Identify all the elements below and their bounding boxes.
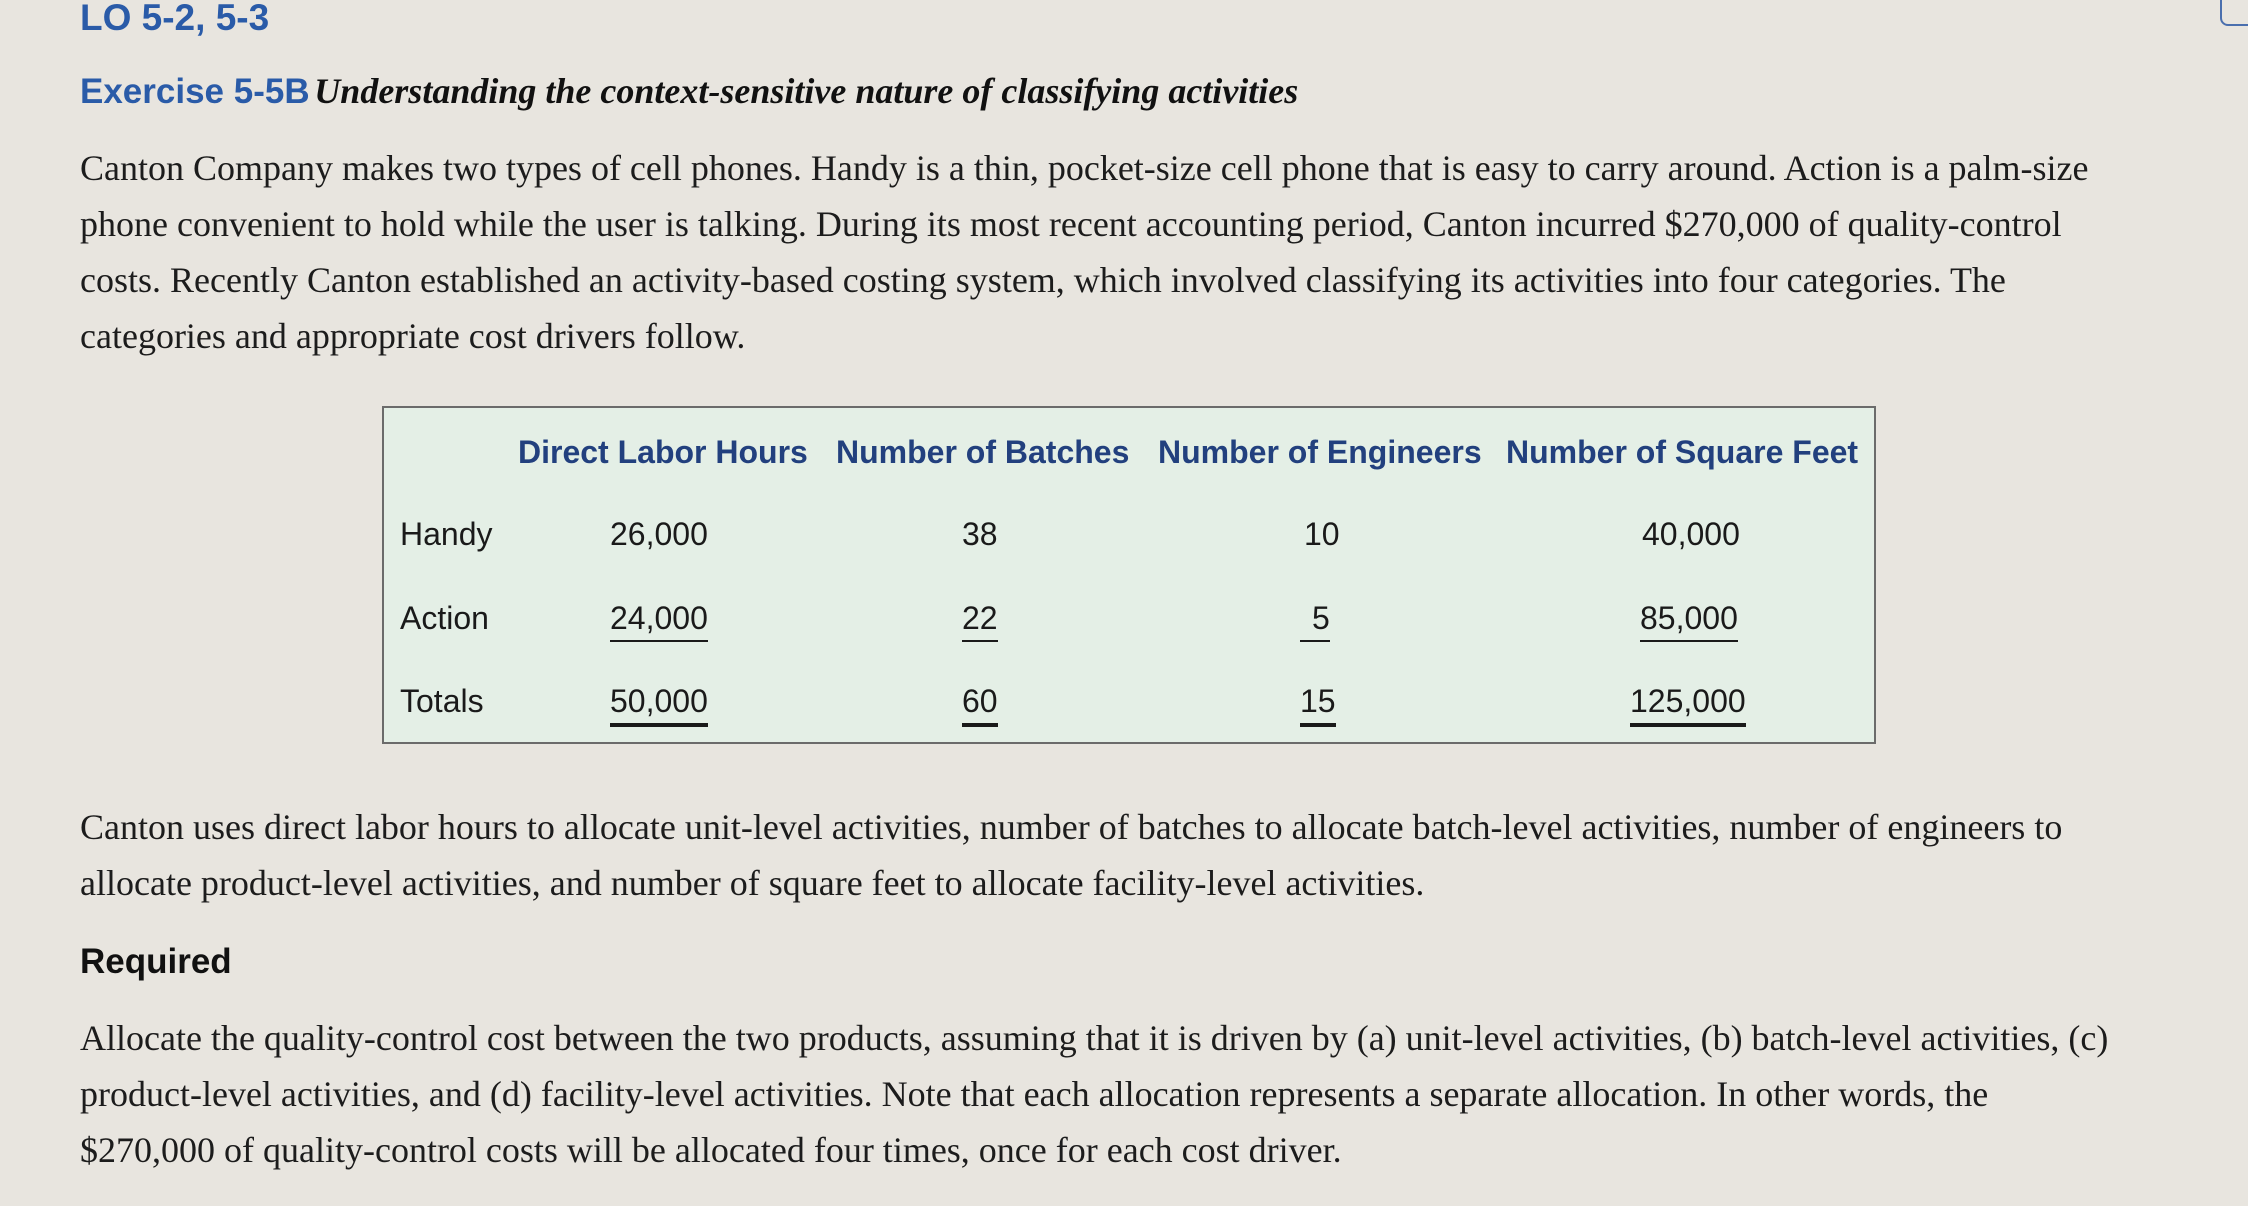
cell-action-square-feet: 85,000	[1640, 598, 1738, 642]
required-paragraph	[80, 1010, 2190, 1178]
cell-handy-batches: 38	[962, 516, 998, 552]
exercise-title: Understanding the context-sensitive nature of classifying activities	[314, 71, 1299, 111]
intro-line: phone convenient to hold while the user is talking. During its most recent accounting period, Canton incurred $270,000 of quality-control	[80, 204, 2062, 244]
usage-paragraph	[80, 799, 2190, 911]
required-line: Allocate the quality-control cost between the two products, assuming that it is driven by (a) unit-level activities, (b) batch-level activities, (c)	[80, 1018, 2109, 1058]
corner-button[interactable]	[2220, 0, 2248, 26]
header-number-of-square-feet: Number of Square Feet	[1506, 434, 1859, 470]
cell-action-direct-labor-hours: 24,000	[610, 598, 708, 642]
learning-objective-heading: LO 5-2, 5-3	[80, 0, 270, 38]
cell-action-batches: 22	[962, 598, 998, 642]
header-number-of-batches: Number of Batches	[836, 434, 1130, 470]
cell-totals-engineers: 15	[1300, 681, 1336, 727]
exercise-heading	[80, 66, 1298, 123]
cost-driver-table	[382, 406, 1876, 744]
cell-action-engineers: 5	[1300, 598, 1330, 642]
cell-handy-engineers: 10	[1304, 516, 1340, 552]
cell-totals-direct-labor-hours: 50,000	[610, 681, 708, 727]
exercise-number: Exercise 5-5B	[80, 72, 310, 111]
cell-totals-batches: 60	[962, 681, 998, 727]
required-heading: Required	[80, 942, 232, 981]
row-label-totals: Totals	[400, 683, 484, 719]
required-line: $270,000 of quality-control costs will be allocated four times, once for each cost driver.	[80, 1130, 1342, 1170]
usage-line: Canton uses direct labor hours to allocate unit-level activities, number of batches to allocate batch-level activities, number of engineers to	[80, 807, 2063, 847]
intro-line: categories and appropriate cost drivers follow.	[80, 316, 746, 356]
cell-totals-square-feet: 125,000	[1630, 681, 1746, 727]
intro-line: Canton Company makes two types of cell phones. Handy is a thin, pocket-size cell phone that is easy to carry around. Action is a palm-size	[80, 148, 2089, 188]
row-label-handy: Handy	[400, 516, 493, 552]
required-line: product-level activities, and (d) facility-level activities. Note that each allocation represents a separate allocation. In other words, the	[80, 1074, 1989, 1114]
row-label-action: Action	[400, 600, 489, 636]
usage-line: allocate product-level activities, and number of square feet to allocate facility-level activities.	[80, 863, 1425, 903]
intro-paragraph	[80, 140, 2190, 364]
cell-handy-square-feet: 40,000	[1642, 516, 1740, 552]
header-direct-labor-hours: Direct Labor Hours	[518, 434, 808, 470]
cell-handy-direct-labor-hours: 26,000	[610, 516, 708, 552]
header-number-of-engineers: Number of Engineers	[1158, 434, 1482, 470]
intro-line: costs. Recently Canton established an activity-based costing system, which involved classifying its activities into four categories. The	[80, 260, 2006, 300]
